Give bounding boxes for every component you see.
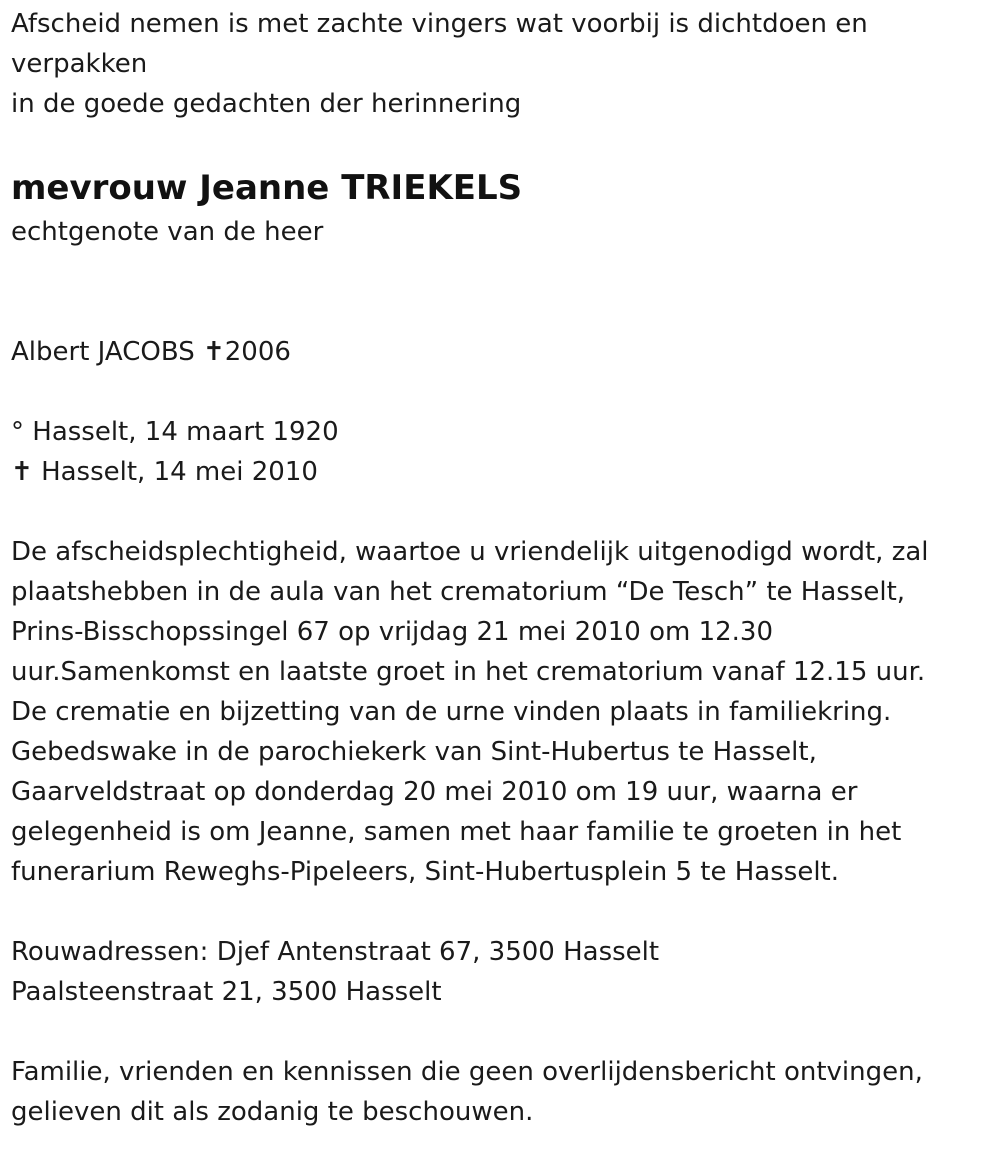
spouse-line <box>11 332 991 372</box>
mourning-addresses <box>11 932 991 1012</box>
closing-paragraph <box>11 1052 991 1132</box>
life-dates <box>11 412 991 492</box>
closing-line-1: Familie, vrienden en kennissen die geen overlijdensbericht ontvingen, <box>11 1057 923 1087</box>
birth-date: Hasselt, 14 maart 1920 <box>32 417 339 447</box>
ceremony-paragraph <box>11 532 991 892</box>
intro-line-1: Afscheid nemen is met zachte vingers wat voorbij is dichtdoen en <box>11 9 868 39</box>
death-date: Hasselt, 14 mei 2010 <box>41 457 318 487</box>
address-line-2: Paalsteenstraat 21, 3500 Hasselt <box>11 977 442 1007</box>
spouse-name: Albert JACOBS <box>11 337 195 367</box>
closing-line-2: gelieven dit als zodanig te beschouwen. <box>11 1097 534 1127</box>
spouse-death-year: 2006 <box>224 337 291 367</box>
deceased-name: mevrouw Jeanne TRIEKELS <box>11 168 523 208</box>
birth-line <box>11 412 991 452</box>
ceremony-line: funerarium Reweghs-Pipeleers, Sint-Hubertusplein 5 te Hasselt. <box>11 857 840 887</box>
address-line-1: Rouwadressen: Djef Antenstraat 67, 3500 Hasselt <box>11 937 660 967</box>
birth-symbol-icon: ° <box>11 417 24 447</box>
ceremony-line: gelegenheid is om Jeanne, samen met haar familie te groeten in het <box>11 817 902 847</box>
intro-poem <box>11 4 991 124</box>
obituary-document <box>11 4 991 1132</box>
death-line <box>11 452 991 492</box>
intro-line-3: in de goede gedachten der herinnering <box>11 89 522 119</box>
relation-text: echtgenote van de heer <box>11 217 324 247</box>
ceremony-line: uur.Samenkomst en laatste groet in het crematorium vanaf 12.15 uur. <box>11 657 926 687</box>
ceremony-line: Gaarveldstraat op donderdag 20 mei 2010 om 19 uur, waarna er <box>11 777 858 807</box>
ceremony-line: plaatshebben in de aula van het crematorium “De Tesch” te Hasselt, <box>11 577 906 607</box>
ceremony-line: Gebedswake in de parochiekerk van Sint-Hubertus te Hasselt, <box>11 737 817 767</box>
cross-icon: ✝ <box>11 457 33 487</box>
ceremony-line: Prins-Bisschopssingel 67 op vrijdag 21 mei 2010 om 12.30 <box>11 617 774 647</box>
intro-line-2: verpakken <box>11 49 148 79</box>
ceremony-line: De afscheidsplechtigheid, waartoe u vriendelijk uitgenodigd wordt, zal <box>11 537 929 567</box>
ceremony-line: De crematie en bijzetting van de urne vinden plaats in familiekring. <box>11 697 892 727</box>
cross-icon: ✝ <box>202 337 225 367</box>
